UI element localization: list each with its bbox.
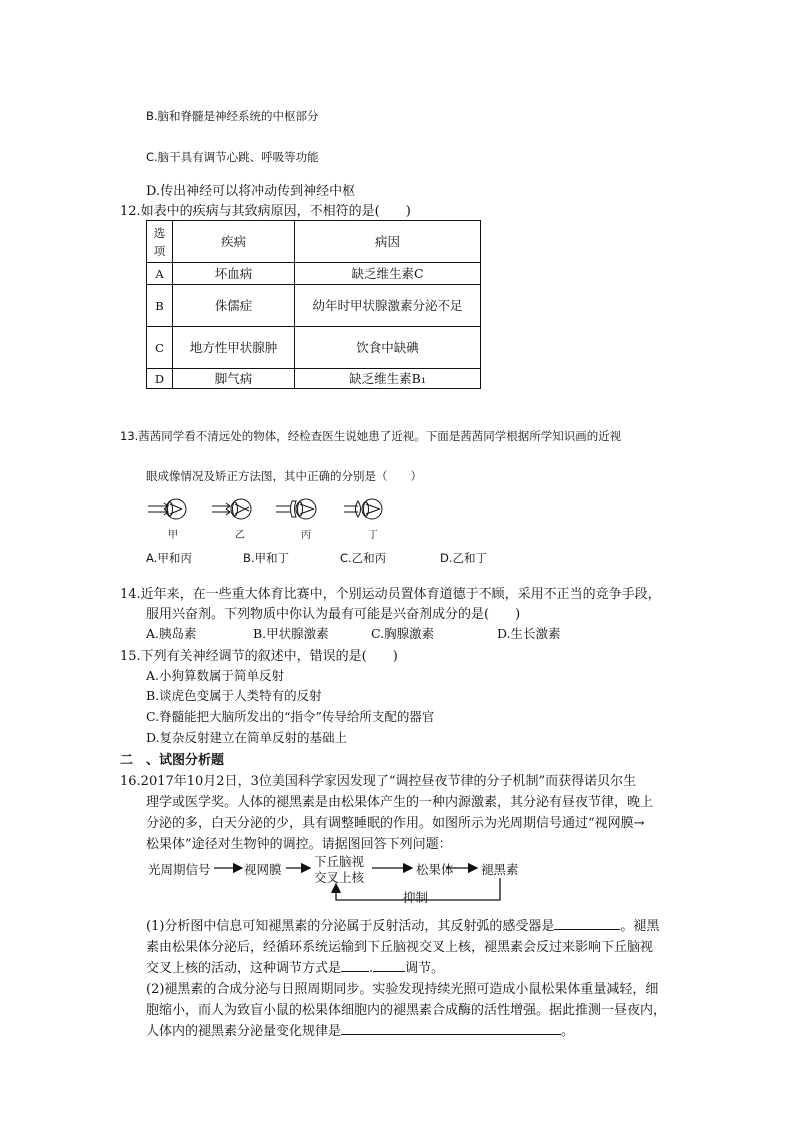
q14-option-c: C.胸腺激素 [371,626,435,641]
q14-stem-line2: 服用兴奋剂。下列物质中你认为最有可能是兴奋剂成分的是( ) [146,607,521,622]
table-row [147,369,481,389]
table-cell-disease: 脚气病 [173,369,295,389]
q13-stem-line1: 13.茜茜同学看不清远处的物体，经检查医生说她患了近视。下面是茜茜同学根据所学知识画的近视 [120,429,622,443]
q16-intro-line3: 分泌的多，白天分泌的少，具有调整睡眠的作用。如图所示为光周期信号通过“视网膜→ [146,816,645,831]
disease-table [146,220,481,389]
eye-label-bing: 丙 [301,530,311,541]
q14-option-d: D.生长激素 [497,626,561,641]
q12-stem: 12.如表中的疾病与其致病原因，不相符的是( ) [120,204,411,219]
table-row [147,263,481,285]
table-header-option: 选项 [147,221,173,263]
table-row [147,327,481,369]
q16-intro-line1: 16.2017年10月2日，3位美国科学家因发现了“调控昼夜节律的分子机制”而获得诺贝尔生 [120,774,637,789]
q14-option-b: B.甲状腺激素 [253,626,329,641]
table-row [147,285,481,327]
flow-node-pineal: 松果体 [416,862,454,877]
q14-option-a: A.胰岛素 [146,626,197,641]
q16-p2-line2: 胞缩小，而人为致盲小鼠的松果体细胞内的褪黑素合成酶的活性增强。据此推测一昼夜内， [146,1003,667,1018]
table-cell-option: A [147,263,173,285]
table-cell-cause: 缺乏维生素C [295,263,481,285]
q15-option-b: B.谈虎色变属于人类特有的反射 [146,688,322,703]
q13-option-a: A.甲和丙 [146,551,192,565]
answer-blank-pattern[interactable] [341,1022,561,1035]
q16-p2-line1: (2)褪黑素的合成分泌与日照周期同步。实验发现持续光照可造成小鼠松果体重量减轻，细 [146,982,659,997]
flow-node-retina: 视网膜 [244,862,282,877]
flow-node-scn-line2: 交叉上核 [314,870,365,885]
eye-diagram-ding [344,499,382,519]
answer-blank-receptor[interactable] [554,917,620,930]
q16-p1-line1: (1)分析图中信息可知褪黑素的分泌属于反射活动，其反射弧的感受器是 。褪黑 [146,919,660,934]
q16-p2-line3: 人体内的褪黑素分泌量变化规律是 。 [146,1024,575,1039]
table-cell-disease: 坏血病 [173,263,295,285]
q11-option-b: B.脑和脊髓是神经系统的中枢部分 [146,109,319,123]
q16-intro-line4: 松果体”途径对生物钟的调控。请据图回答下列问题： [146,837,452,852]
flow-feedback-line [336,878,500,900]
q15-option-c: C.脊髓能把大脑所发出的“指令”传导给所支配的器官 [146,709,435,724]
section-title: 二 、试图分析题 [120,753,225,768]
flow-feedback-label: 抑制 [403,890,429,905]
q15-stem: 15.下列有关神经调节的叙述中，错误的是( ) [120,649,398,664]
answer-blank-regulation-1[interactable] [341,959,369,972]
q14-stem-line1: 14.近年来，在一些重大体育比赛中，个别运动员置体育道德于不顾，采用不正当的竞争手段， [120,587,661,602]
q13-stem-line2: 眼成像情况及矫正方法图，其中正确的分别是（ ） [146,469,422,483]
flow-node-photoperiod: 光周期信号 [148,862,211,877]
q11-option-c: C.脑干具有调节心跳、呼吸等功能 [146,150,319,164]
table-header-cause: 病因 [295,221,481,263]
q16-intro-line2: 理学或医学奖。人体的褪黑素是由松果体产生的一种内源激素，其分泌有昼夜节律，晚上 [146,795,654,810]
eye-diagram-jia [148,499,186,519]
q13-option-d: D.乙和丁 [440,551,488,565]
eye-diagram-bing [276,499,316,519]
eye-label-yi: 乙 [235,530,245,541]
table-cell-cause: 幼年时甲状腺激素分泌不足 [295,285,481,327]
q15-option-a: A.小狗算数属于简单反射 [146,668,285,683]
flow-node-scn-line1: 下丘脑视 [314,854,365,869]
table-cell-disease: 侏儒症 [173,285,295,327]
q16-p1-line3: 交叉上核的活动，这种调节方式是 . 调节。 [146,961,445,976]
table-header-row [147,221,481,263]
answer-blank-regulation-2[interactable] [373,959,405,972]
flow-node-melatonin: 褪黑素 [481,862,519,877]
eye-diagram-yi [212,499,251,519]
table-cell-cause: 缺乏维生素B₁ [295,369,481,389]
table-cell-option: C [147,327,173,369]
q13-option-b: B.甲和丁 [243,551,290,565]
table-cell-cause: 饮食中缺碘 [295,327,481,369]
q16-p1-line2: 素由松果体分泌后，经循环系统运输到下丘脑视交叉上核，褪黑素会反过来影响下丘脑视 [146,940,654,955]
eye-label-ding: 丁 [368,530,378,541]
eye-diagrams [146,494,396,540]
table-cell-option: B [147,285,173,327]
table-header-disease: 疾病 [173,221,295,263]
q15-option-d: D.复杂反射建立在简单反射的基础上 [146,730,348,745]
q11-option-d: D.传出神经可以将冲动传到神经中枢 [146,184,356,199]
q13-option-c: C.乙和丙 [340,551,387,565]
eye-label-jia: 甲 [168,530,178,541]
table-cell-option: D [147,369,173,389]
table-cell-disease: 地方性甲状腺肿 [173,327,295,369]
